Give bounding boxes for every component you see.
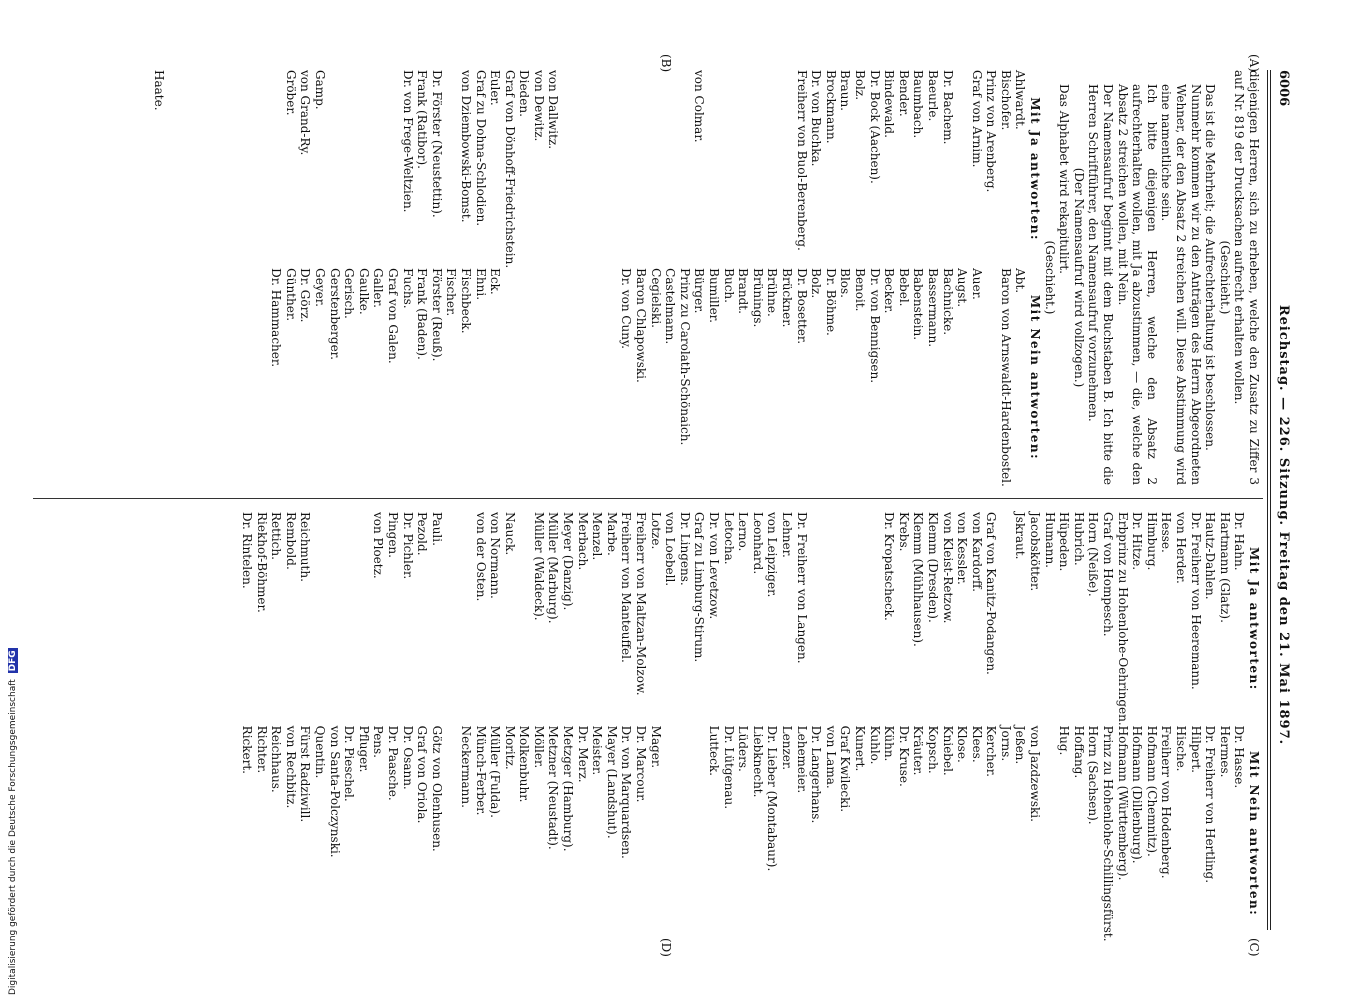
member-name: Brandt. [736,268,751,314]
member-name: Horn (Neiße). [1086,512,1101,597]
member-name: Klemm (Dresden). [925,512,940,623]
member-name: Frank (Ratibor). [415,70,430,169]
member-name: Bachnicke. [940,268,955,336]
member-name: Dr. Marcour. [634,725,649,803]
member-name: Leonhard. [750,512,765,575]
member-name: von Loebell. [663,512,678,587]
member-name: Dr. Kruse. [896,725,911,787]
member-name [663,70,678,268]
member-name: Geyer. [313,268,327,307]
page-title: Reichstag. — 226. Sitzung. Freitag den 21. Mai 1897. [1276,304,1291,746]
member-name [531,268,546,487]
intro-text: diejenigen Herren, sich zu erheben, welche den Zusatz zu Ziffer 3 auf Nr. 819 der Drucksachen aufrecht erhalten wollen. [1232,70,1261,485]
member-name: Klees. [969,725,984,763]
member-name: Buch. [721,268,736,303]
member-name: Nauck. [502,512,517,556]
member-name: von Jazdzewski. [1028,725,1043,822]
paragraph: Der Namensaufruf beginnt mit dem Buchstaben B. Ich bitte die Herren Schriftführer, den Namensaufruf vorzunehmen. [1086,84,1116,485]
paragraph: Das ist die Mehrheit; die Aufrechterhaltung ist beschlossen. [1203,84,1218,451]
member-name [590,268,605,487]
member-name: Himburg. [1144,512,1159,571]
member-name [590,70,605,268]
member-name: Dr. Lütgenau. [721,725,736,810]
member-name: von Rechbitz. [283,725,298,809]
member-name: Dr. von Buchka. [809,70,824,167]
action-note: (Der Namensaufruf wird vollzogen.) [1071,167,1086,388]
member-name: Dr. Kropatscheck. [882,512,897,621]
member-name: Baron von Arnswaldt-Hardenbostel. [998,268,1013,487]
yes-heading: Mit Ja antworten: [1028,97,1043,241]
member-name: von Dallwitz. [546,70,561,150]
margin-marker-a: (A) [1247,54,1261,73]
member-name: Kühn. [882,725,897,762]
member-name: Fuchs. [400,268,415,309]
no-list [152,268,1042,487]
member-name [502,268,517,487]
member-name: Freiherr von Manteuffel. [619,512,634,663]
member-name: Gerstenberger. [327,268,342,360]
member-name: Braun. [838,70,853,111]
member-name: Graf von Dönhoff-Friedrichstein. [502,70,517,269]
member-name: Dr. Osann. [400,725,415,790]
member-name [765,70,780,268]
member-name: Horn (Sachsen). [1086,725,1101,825]
member-name: Hische. [1174,725,1189,772]
member-name: von Santa-Polczynski. [327,725,342,858]
member-name: Baron Chlapowski. [634,268,649,383]
member-name: Dr. Böhme. [823,268,838,336]
member-name [225,70,240,268]
member-name: Götz von Olenhusen. [429,725,444,852]
member-name: Münch-Ferber. [473,725,488,816]
member-name [254,70,269,268]
member-name: Jskraut. [1013,512,1028,560]
paragraph: Ich bitte diejenigen Herren, welche den Absatz 2 aufrechterhalten wollen, mit Ja abzustimmen, — die, welche den Absatz 2 streichen wollen, mit Nein. [1115,84,1159,485]
member-name [166,70,181,268]
member-name: Abt. [1013,268,1028,294]
member-name: Dr. von Marquardsen. [619,725,634,859]
member-name [327,512,342,726]
member-name: Cegielski. [648,268,663,328]
member-name: von Dziembowski-Bomst. [458,70,473,223]
member-name: von Colmar. [692,70,707,143]
member-name: Graf von Oriola. [415,725,430,824]
member-name: Merbach. [575,512,590,571]
member-name [385,70,400,268]
member-name [779,70,794,268]
member-name [561,268,576,487]
member-name: Prinz zu Carolath-Schönaich. [677,268,692,446]
member-name: Dieden. [517,70,532,117]
yes-list [152,70,1042,268]
member-name: Pezold. [415,512,430,556]
yes-list [239,512,1261,726]
member-name: Fischer. [444,268,459,317]
member-name [356,512,371,726]
member-name: Kräuter. [911,725,926,776]
member-name: Jeßen. [1013,725,1028,765]
member-name [838,512,853,726]
member-name: Brühne. [765,268,780,317]
member-name: Rickert. [240,725,255,774]
digitization-note [8,648,18,995]
member-name: Baumbach. [911,70,926,139]
member-name: Prinz zu Hohenlohe-Schillingsfürst. [1101,725,1116,942]
header-rule [1270,70,1271,930]
member-name [561,70,576,268]
member-name: Neckermann. [458,725,473,808]
member-name [342,512,357,726]
margin-marker-d: (D) [659,938,673,957]
member-name: Hoffang. [1071,725,1086,779]
member-name: Dr. Freiherr von Langen. [794,512,809,664]
member-name: von Kardorff. [969,512,984,592]
paragraph: Das Alphabet wird rekapitulirt. [1057,84,1072,274]
member-name: Menzel. [590,512,605,561]
member-name: Brockmann. [823,70,838,144]
member-name: Dr. von Bennigsen. [867,268,882,384]
member-name: Becker. [882,268,897,314]
member-name: Dr. Lieber (Montabaur). [765,725,780,872]
no-heading: Mit Nein antworten: [1247,751,1261,917]
member-name: Dr. Hitze. [1130,512,1145,571]
member-name [736,70,751,268]
member-name [444,70,459,268]
member-name: Hubrich. [1071,512,1086,566]
member-name: Hug. [1057,725,1072,756]
paragraph: Nunmehr kommen wir zu den Anträgen des Herrn Abgeordneten Wehner, der den Absatz 2 streichen will. Diese Abstimmung wird eine namentliche sein. [1159,84,1203,485]
member-name: Dr. Freiherr von Hertling. [1203,725,1218,884]
member-name: Hesse. [1159,512,1174,553]
member-name: Baeurle. [925,70,940,122]
member-name: Graf zu Dohna-Schlodien. [473,70,488,227]
column-divider [33,498,1263,499]
member-name: Molkenbuhr. [517,725,532,803]
member-name: Dr. Görz. [298,268,313,323]
member-name: Castelmann. [663,268,678,345]
action-note: (Geschieht.) [1042,240,1057,315]
member-name: Mager. [648,725,663,769]
member-name [269,70,284,268]
member-name [575,268,590,487]
member-name: Haate. [152,70,167,111]
member-name: von Herder. [1174,512,1189,584]
member-name [517,268,532,487]
member-name [1042,726,1057,942]
member-name [852,512,867,726]
member-name: Graf zu Limburg-Stirum. [692,512,707,663]
member-name: Bolz. [809,268,824,299]
member-name: Augst. [955,268,970,308]
member-name [458,512,473,726]
member-name: von Normann. [488,512,503,599]
member-name: Graf Kwilecki. [838,725,853,813]
member-name: Möller. [531,725,546,769]
member-name: Pingen. [385,512,400,558]
member-name: Dr. von Frege-Weltzien. [400,70,415,213]
member-name: Letocha. [721,512,736,565]
member-name: Dr. Langerhans. [809,725,824,824]
right-column [239,512,1261,942]
member-name [619,70,634,268]
member-name: Rettich. [269,512,284,560]
member-name: Meyer (Danzig). [561,512,576,611]
member-name: Dr. Merz. [575,725,590,783]
member-name: Hartmann (Glatz). [1217,512,1232,623]
vote-columns-right [239,512,1261,942]
member-name: Müller (Waldeck). [531,512,546,621]
member-name [955,70,970,268]
no-list [239,726,1261,942]
member-name: Erbprinz zu Hohenlohe-Oehringen. [1115,512,1130,726]
member-name: Lerno. [736,512,751,552]
member-name: Lenzer. [780,725,794,771]
member-name: Brückner. [780,268,794,328]
vote-columns-left [152,70,1042,485]
member-name: Bender. [896,70,911,117]
member-name: Graf von Arnim. [969,70,984,168]
member-name: Ahlwardt. [1013,70,1028,130]
member-name: Dr. Hahn. [1232,512,1247,571]
member-name: Hilpert. [1188,725,1203,773]
member-name: von Kleist-Retzow. [940,512,955,624]
member-name: Dr. Rintelen. [240,512,255,589]
member-name: Bumiller. [707,268,722,323]
member-name: Hofmann (Württemberg). [1115,725,1130,881]
member-name: Hermes. [1217,725,1232,778]
member-name: Reichmuth. [298,512,313,582]
member-name: Klemm (Mühlhausen). [911,512,926,647]
member-name: Pauli. [429,512,444,546]
member-name: Blos. [838,268,853,298]
member-name: Metzner (Neustadt). [546,725,561,850]
member-name: Kunert. [852,725,867,772]
member-name [327,70,342,268]
member-name: Dr. Paasche. [385,725,400,801]
member-name: Frank (Baden). [415,268,430,360]
member-name: Hüpeden. [1057,512,1072,572]
member-name: Fürst Radziwill. [298,725,313,823]
member-name [721,70,736,268]
member-name [692,726,707,942]
margin-marker-b: (B) [659,54,673,73]
member-name [823,512,838,726]
member-name: Humann. [1042,512,1057,568]
member-name [809,512,824,726]
member-name [444,726,459,942]
member-name: Dr. Pichler. [400,512,415,580]
member-name: Kopsch. [925,725,940,774]
member-name: von der Osten. [473,512,488,602]
member-name: Graf von Hompesch. [1101,512,1116,637]
member-name: Müller (Fulda). [488,725,503,818]
member-name: Freiherr von Hodenberg. [1159,725,1174,879]
member-name: Meister. [590,725,605,776]
member-name [239,70,254,268]
member-name: Dr. Bosetter. [794,268,809,345]
member-name: Lutteck. [707,725,722,776]
member-name: Babenstein. [911,268,926,341]
member-name: Pfluger. [356,725,371,773]
member-name: Kercher. [984,725,999,777]
member-name [546,268,561,487]
member-name: Lüders. [736,725,751,772]
no-heading: Mit Nein antworten: [1028,294,1043,461]
member-name: Bolz. [852,70,867,101]
member-name: Lotze. [648,512,663,550]
member-name [517,512,532,726]
member-name [648,70,663,268]
member-name: Lehemeier. [794,725,809,794]
member-name [750,70,765,268]
member-name [998,512,1013,726]
member-name: Brünings. [750,268,765,328]
member-name: Bindewald. [882,70,897,138]
member-name: von Lama. [823,725,838,789]
member-name: Dr. Hasse. [1232,725,1247,789]
member-name: Bebel. [896,268,911,307]
member-name: Freiherr von Buol-Berenberg. [794,70,809,251]
member-name: Klose. [955,725,970,763]
member-name: Müller (Marburg). [546,512,561,624]
member-name: Krebs. [896,512,911,552]
member-name: Bischofer. [998,70,1013,131]
member-name [575,70,590,268]
member-name [604,70,619,268]
member-name: Lehner. [780,512,794,558]
member-name: Günther. [283,268,298,322]
member-name: Bürger. [692,268,707,314]
member-name: Mayer (Landshut). [604,725,619,839]
member-name [984,268,999,487]
member-name [196,70,211,268]
member-name [356,70,371,268]
header-rule-thin [1267,70,1268,930]
member-name [677,70,692,268]
member-name: Gamp. [313,70,327,110]
left-column [152,70,1261,485]
member-name: Dr. Lingens. [677,512,692,586]
member-name: Prinz von Arenberg. [984,70,999,193]
member-name: Benoit. [852,268,867,312]
margin-marker-c: (C) [1247,938,1261,957]
member-name: Quentin. [313,725,327,779]
member-name: Hautz-Dahlen. [1203,512,1218,600]
member-name: Förster (Reuß). [429,268,444,362]
member-name: Moritz. [502,725,517,770]
member-name: Gröber. [283,70,298,116]
funding-text: Digitalisierung gefördert durch die Deutsche Forschungsgemeinschaft [8,679,18,995]
member-name: Graf von Kanitz-Podangen. [984,512,999,675]
member-name [604,268,619,487]
member-name: Dr. von Levetzow. [707,512,722,620]
member-name: Euler. [488,70,503,106]
member-name: Richter. [254,725,269,774]
member-name [312,512,327,726]
member-name: Gerisch. [342,268,357,319]
member-name: Bassermann. [925,268,940,348]
member-name [663,726,678,942]
member-name: Graf von Galen. [385,268,400,364]
member-name: Dr. Bock (Aachen). [867,70,882,184]
member-name [677,726,692,942]
member-name [444,512,459,726]
member-name: Dr. Freiherr von Heeremann. [1188,512,1203,690]
member-name: von Ploetz. [371,512,386,579]
action-note: (Geschieht.) [1217,240,1232,315]
member-name: Liebknecht. [750,725,765,798]
member-name: Hofmann (Dillenburg). [1130,725,1145,864]
page-number: 6006 [1276,70,1291,107]
member-name [371,70,386,268]
member-name: Dr. Bachem. [940,70,955,145]
member-name: Eck. [488,268,503,295]
member-name: Kuhlo. [867,725,882,765]
member-name: Riekhof-Böhmer. [254,512,269,613]
member-name: Metzger (Hamburg). [561,725,576,852]
member-name: Rembold. [283,512,298,570]
member-name: Jorns. [998,725,1013,762]
member-name [867,512,882,726]
member-name [210,70,225,268]
member-name [633,70,648,268]
member-name [706,70,721,268]
member-name: Dr. Hammacher. [269,268,284,368]
yes-heading: Mit Ja antworten: [1247,546,1261,691]
member-name: Gaulke. [356,268,371,315]
member-name: Reichhaus. [269,725,284,793]
member-name: Marbe. [604,512,619,556]
member-name: von Grand-Ry. [298,70,313,156]
member-name: Freiherr von Maltzan-Molzow. [634,512,649,696]
member-name: Dr. Förster (Neustettin). [429,70,444,218]
member-name: Pens. [371,725,386,758]
member-name: Jacobskötter. [1028,512,1043,592]
member-name: Galler. [371,268,386,308]
member-name: von Kessler. [955,512,970,585]
member-name [342,70,357,268]
member-name: von Leipziger. [765,512,780,598]
member-name: Kniebel. [940,725,955,776]
member-name: Ehni. [473,268,488,301]
member-name: Dr. Pieschel. [342,725,357,802]
member-name [181,70,196,268]
member-name: von Dewitz. [531,70,546,142]
member-name: Dr. von Cuny. [619,268,634,349]
member-name: Auer. [969,268,984,300]
dfg-logo: DFG [8,650,18,672]
member-name: Fischbeck. [458,268,473,334]
member-name: Hofmann (Chemnitz). [1144,725,1159,857]
